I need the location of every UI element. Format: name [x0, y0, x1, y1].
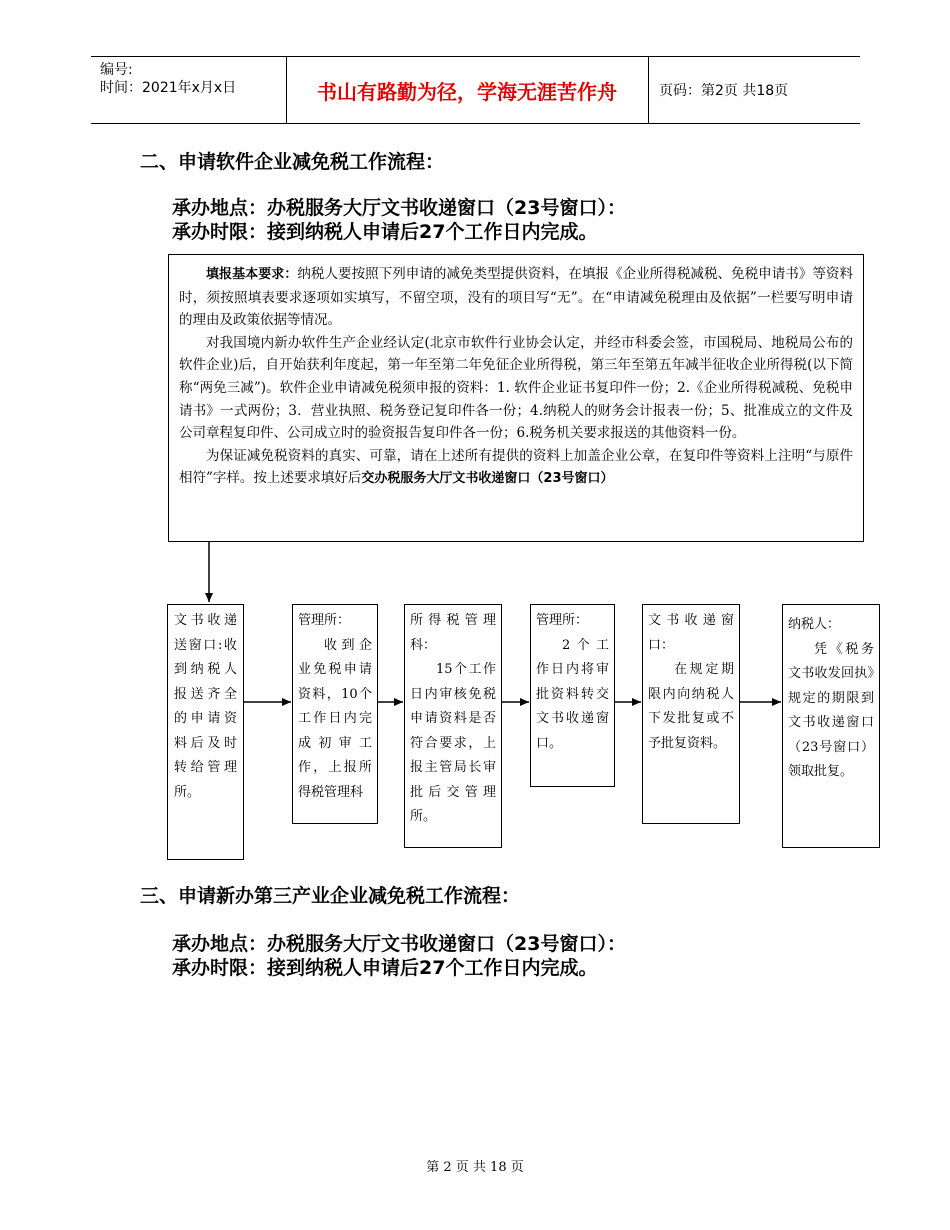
- header-motto: 书山有路勤为径，学海无涯苦作舟: [317, 79, 617, 104]
- flow-step-5: [642, 604, 740, 824]
- section3-title: 三、申请新办第三产业企业减免税工作流程：: [140, 885, 521, 907]
- requirements-label: 填报基本要求：: [206, 267, 298, 282]
- flow-step-4-text: 2个工作日内将审批资料转交文书收递窗口。: [536, 637, 609, 751]
- requirements-box: [168, 254, 864, 542]
- flow-step-6-text: 凭《税务文书收发回执》规定的期限到文书收递窗口（23号窗口）领取批复。: [788, 641, 874, 779]
- header-page-info: 页码：第2页 共18页: [659, 83, 789, 99]
- flow-step-5-lead: 文书收递窗口：: [648, 613, 734, 653]
- number-label: 编号:: [100, 62, 133, 78]
- flow-step-4: [530, 604, 615, 787]
- section3-location: 承办地点：办税服务大厅文书收递窗口（23号窗口）：: [172, 933, 626, 955]
- time-label: 时间：2021年x月x日: [100, 80, 237, 96]
- requirements-paragraph-1: [179, 263, 853, 332]
- flow-step-6: [782, 604, 880, 848]
- flow-step-5-text: 在规定期限内向纳税人下发批复或不予批复资料。: [648, 662, 734, 751]
- requirements-text-1: 纳税人要按照下列申请的减免类型提供资料，在填报《企业所得税减税、免税申请书》等资料时，须按照填表要求逐项如实填写，不留空项，没有的项目写“无”。在“申请减免税理由及依据”一栏要写明申请的理由及政策依据等情况。: [179, 266, 853, 329]
- flow-step-1: [167, 604, 244, 860]
- page-footer: 第 2 页 共 18 页: [426, 1160, 524, 1175]
- flow-step-3: [404, 604, 502, 848]
- flow-step-2-lead: 管理所：: [298, 613, 351, 628]
- requirements-text-3: 为保证减免税资料的真实、可靠，请在上述所有提供的资料上加盖企业公章，在复印件等资料上注明“与原件相符”字样。按上述要求填好后: [179, 447, 853, 487]
- section2-location: 承办地点：办税服务大厅文书收递窗口（23号窗口）：: [172, 197, 626, 219]
- section3-time-limit: 承办时限：接到纳税人申请后27个工作日内完成。: [172, 957, 598, 979]
- document-header: [91, 56, 860, 124]
- header-divider: [648, 57, 649, 123]
- section2-time-limit: 承办时限：接到纳税人申请后27个工作日内完成。: [172, 221, 598, 243]
- requirements-paragraph-2: 对我国境内新办软件生产企业经认定(北京市软件行业协会认定，并经市科委会签，市国税局、地税局公布的软件企业)后，自开始获利年度起，第一年至第二年免征企业所得税，第三年至第五年减半征收企业所得税(以下简称“两免三减”)。软件企业申请减免税须申报的资料：1. 软件企业证书复印件一份；2.《企业所得税减税、免税申请书》一式两份；3．营业执照、税务登记复印件各一份；4.纳税人的财务会计报表一份；5、批准成立的文件及公司章程复印件、公司成立时的验资报告复印件各一份；6.税务机关要求报送的其他资料一份。: [179, 334, 853, 442]
- flow-step-1-text: 文书收递送窗口:收到纳税人报送齐全的申请资料后及时转给管理所。: [174, 613, 237, 800]
- section2-title: 二、申请软件企业减免税工作流程：: [140, 151, 445, 173]
- flow-step-3-lead: 所得税管理科：: [410, 613, 496, 653]
- requirements-paragraph-3: [179, 445, 853, 491]
- flow-step-2: [292, 604, 378, 824]
- header-meta: [100, 61, 236, 97]
- flow-step-2-text: 收到企业免税申请资料，10个工作日内完成初审工作，上报所得税管理科: [298, 637, 372, 800]
- flow-step-3-text: 15个工作日内审核免税申请资料是否符合要求，上报主管局长审批后交管理所。: [410, 662, 496, 824]
- flow-step-6-lead: 纳税人：: [788, 617, 841, 632]
- requirements-bold-3: 交办税服务大厅文书收递窗口（23号窗口）: [361, 471, 614, 487]
- flow-step-4-lead: 管理所：: [536, 613, 589, 628]
